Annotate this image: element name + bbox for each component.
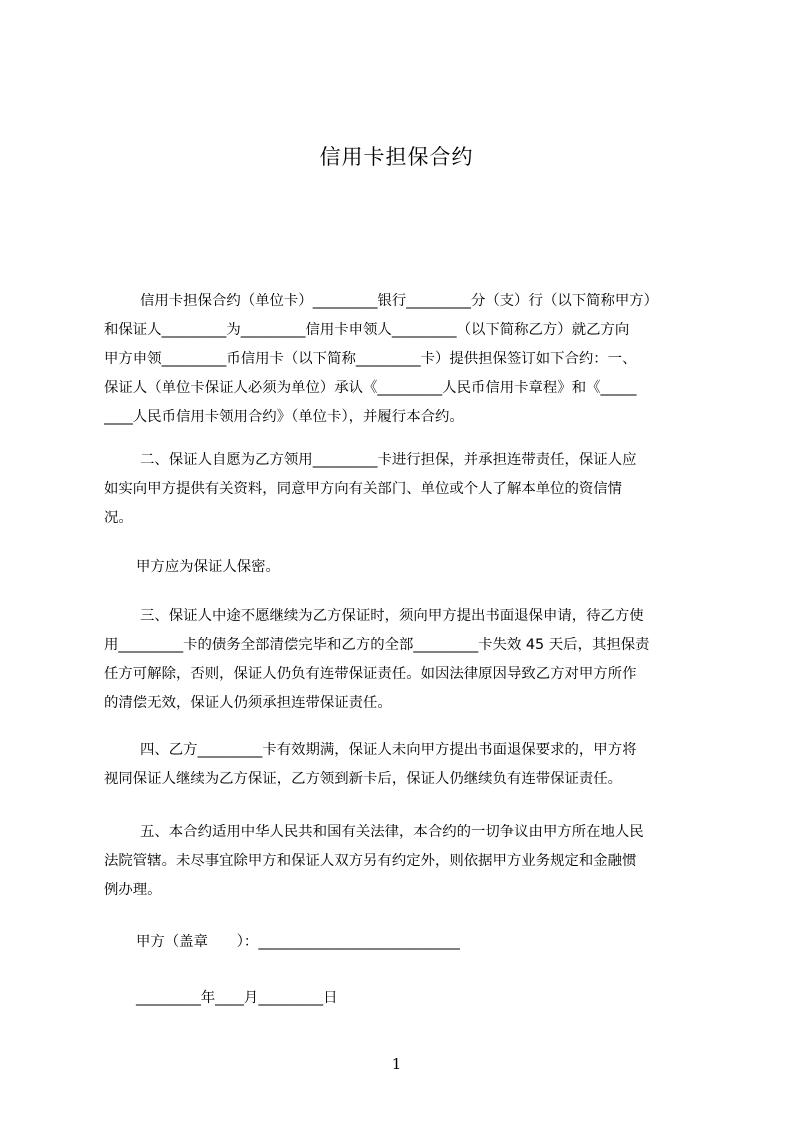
paragraph-line: 五、本合约适用中华人民共和国有关法律，本合约的一切争议由甲方所在地人民 <box>140 824 644 840</box>
paragraph-line: 三、保证人中途不愿继续为乙方保证时，须向甲方提出书面退保申请，待乙方使 <box>140 608 644 624</box>
page-title: 信用卡担保合约 <box>319 145 474 169</box>
paragraph-line: 甲方申领_________币信用卡（以下简称_________卡）提供担保签订如下合约：一、 <box>104 351 637 367</box>
paragraph-line: 甲方应为保证人保密。 <box>136 559 280 575</box>
paragraph-1 <box>104 287 704 432</box>
paragraph-line: 视同保证人继续为乙方保证，乙方领到新卡后，保证人仍继续负有连带保证责任。 <box>104 771 623 787</box>
paragraph-2 <box>104 446 704 533</box>
paragraph-line: 任方可解除，否则，保证人仍负有连带保证责任。如因法律原因导致乙方对甲方所作 <box>104 666 637 682</box>
paragraph-line: 法院管辖。未尽事宜除甲方和保证人双方另有约定外，则依据甲方业务规定和金融惯 <box>104 853 637 869</box>
date-line: _________年____月_________日 <box>136 990 338 1006</box>
paragraph-4 <box>104 602 704 718</box>
paragraph-line: 况。 <box>104 510 133 526</box>
paragraph-line: 和保证人_________为_________信用卡申领人_________（以下简称乙方）就乙方向 <box>104 322 630 338</box>
paragraph-line: 四、乙方_________卡有效期满，保证人未向甲方提出书面退保要求的，甲方将 <box>140 742 637 758</box>
paragraph-line: 信用卡担保合约（单位卡）_________银行_________分（支）行（以下简称甲方） <box>140 293 659 309</box>
paragraph-line: 二、保证人自愿为乙方领用_________卡进行担保，并承担连带责任，保证人应 <box>140 452 637 468</box>
paragraph-5 <box>104 736 704 794</box>
paragraph-3 <box>104 553 704 582</box>
paragraph-6 <box>104 818 704 905</box>
paragraph-line: 的清偿无效，保证人仍须承担连带保证责任。 <box>104 695 392 711</box>
page-number: 1 <box>391 1055 402 1073</box>
paragraph-line: 保证人（单位卡保证人必须为单位）承认《_________人民币信用卡章程》和《_____ <box>104 380 637 396</box>
paragraph-line: 例办理。 <box>104 882 162 898</box>
paragraph-line: ____人民币信用卡领用合约》（单位卡），并履行本合约。 <box>104 409 464 425</box>
signature-line: 甲方（盖章 ）：____________________________ <box>136 934 460 950</box>
paragraph-line: 用_________卡的债务全部清偿完毕和乙方的全部_________卡失效 45 天后，其担保责 <box>104 637 650 653</box>
paragraph-line: 如实向甲方提供有关资料，同意甲方向有关部门、单位或个人了解本单位的资信情 <box>104 481 623 497</box>
